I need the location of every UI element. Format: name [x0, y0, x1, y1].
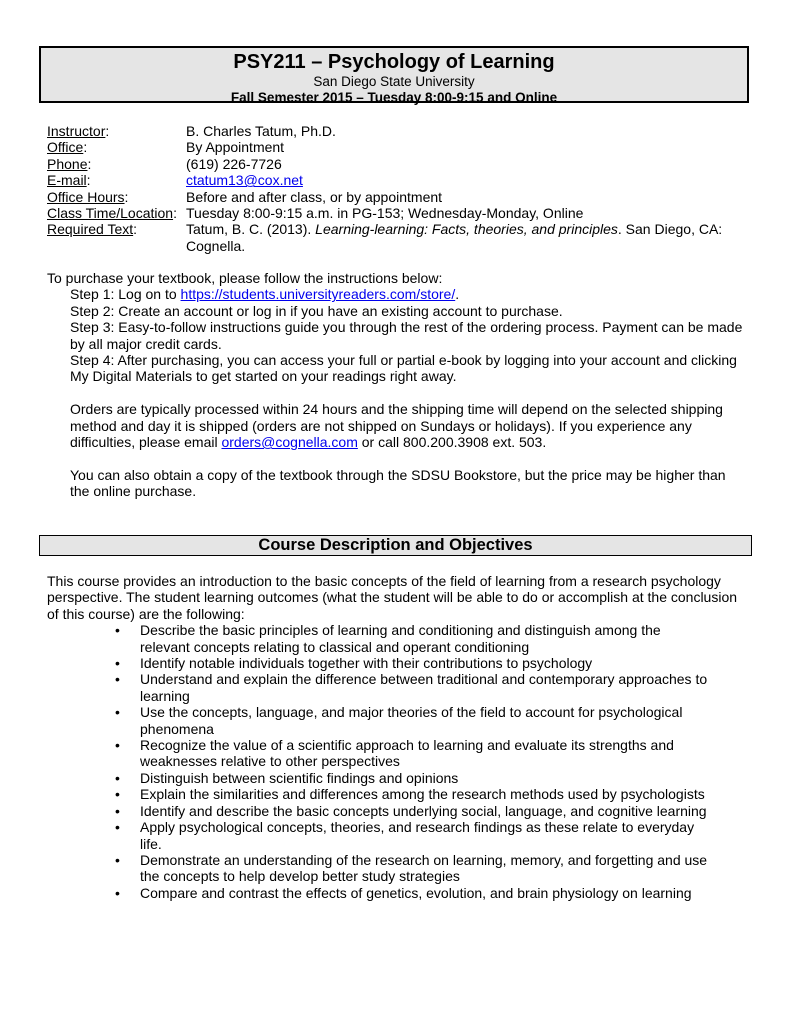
- info-row-email: E-mail: ctatum13@cox.net: [47, 172, 303, 189]
- email-label: E-mail: [47, 172, 87, 189]
- class-time-value: Tuesday 8:00-9:15 a.m. in PG-153; Wednesday-Monday, Online: [186, 205, 584, 222]
- bullet-icon: •: [115, 622, 120, 639]
- office-label: Office: [47, 139, 84, 156]
- course-header-box: [39, 46, 749, 103]
- step-1-period: .: [455, 286, 460, 303]
- university-name: San Diego State University: [313, 74, 475, 89]
- required-text-author: Tatum, B. C. (2013).: [186, 221, 316, 238]
- list-item: • Demonstrate an understanding of the research on learning, memory, and forgetting and use the concepts to help develop better study strategies: [115, 851, 708, 885]
- bullet-icon: •: [115, 769, 120, 786]
- step-3: Step 3: Easy-to-follow instructions guide you through the rest of the ordering process. Payment can be made by all major credit cards.: [70, 319, 743, 352]
- bullet-icon: •: [115, 884, 120, 901]
- store-link[interactable]: https://students.universityreaders.com/store/: [180, 286, 456, 303]
- info-row-phone: Phone: (619) 226-7726: [47, 156, 747, 172]
- instructor-label: Instructor: [47, 123, 106, 139]
- orders-email-link[interactable]: orders@cognella.com: [221, 434, 358, 451]
- bullet-icon: •: [115, 819, 120, 836]
- list-item: • Identify and describe the basic concepts underlying social, language, and cognitive learning: [115, 802, 707, 819]
- course-description: [47, 573, 747, 901]
- purchase-intro: To purchase your textbook, please follow the instructions below:: [47, 270, 443, 286]
- list-item: • Distinguish between scientific findings and opinions: [115, 769, 459, 786]
- step-4: Step 4: After purchasing, you can access your full or partial e-book by logging into your account and clicking My Digital Materials to get started on your readings right away.: [70, 352, 737, 385]
- info-row-required-text: Required Text: Tatum, B. C. (2013). Learning-learning: Facts, theories, and principles. San Diego, CA: Cognella.: [47, 221, 747, 254]
- office-hours-value: Before and after class, or by appointment: [186, 188, 443, 205]
- phone-label: Phone: [47, 155, 88, 172]
- step-1: [70, 286, 747, 302]
- purchase-steps: [47, 286, 747, 319]
- step-1-text: Step 1: Log on to: [70, 286, 181, 303]
- phone-value: (619) 226-7726: [186, 155, 282, 172]
- list-item: • Recognize the value of a scientific approach to learning and evaluate its strengths and weaknesses relative to other perspectives: [115, 737, 674, 770]
- orders-text: Orders are typically processed within 24 hours and the shipping time will depend on the selected shipping method and day it is shipped (orders are not shipped on Sundays or holidays). If you experience any difficulties, please email: [70, 401, 723, 451]
- class-time-label: Class Time/Location: [47, 205, 174, 222]
- list-item: • Describe the basic principles of learning and conditioning and distinguish among the relevant concepts relating to classical and operant conditioning: [115, 622, 661, 655]
- course-info: [47, 123, 747, 254]
- office-hours-label: Office Hours: [47, 188, 125, 205]
- email-link[interactable]: ctatum13@cox.net: [186, 172, 303, 189]
- list-item: • Identify notable individuals together with their contributions to psychology: [115, 655, 593, 672]
- required-text-value: [186, 221, 747, 254]
- info-row-instructor: Instructor: B. Charles Tatum, Ph.D.: [47, 123, 747, 139]
- course-term: Fall Semester 2015 – Tuesday 8:00-9:15 and Online: [230, 90, 558, 105]
- required-text-label: Required Text: [47, 221, 134, 238]
- instructor-value: B. Charles Tatum, Ph.D.: [186, 123, 336, 139]
- orders-paragraph: [47, 401, 747, 450]
- objectives-list: [47, 622, 747, 901]
- step-2: Step 2: Create an account or log in if you have an existing account to purchase.: [70, 302, 563, 319]
- list-item: • Use the concepts, language, and major theories of the field to account for psychological phenomena: [115, 704, 683, 737]
- info-row-office-hours: Office Hours: Before and after class, or by appointment: [47, 189, 747, 205]
- bullet-icon: •: [115, 786, 120, 803]
- bullet-icon: •: [115, 737, 120, 754]
- bullet-icon: •: [115, 802, 120, 819]
- info-row-class-time: Class Time/Location: Tuesday 8:00-9:15 a.m. in PG-153; Wednesday-Monday, Online: [47, 205, 747, 221]
- orders-phone-text: or call 800.200.3908 ext. 503.: [357, 434, 547, 451]
- bullet-icon: •: [115, 851, 120, 868]
- list-item: • Explain the similarities and differences among the research methods used by psychologists: [115, 786, 705, 803]
- bookstore-paragraph: You can also obtain a copy of the textbook through the SDSU Bookstore, but the price may be higher than the online purchase.: [70, 466, 726, 500]
- purchase-instructions: [47, 270, 747, 500]
- info-row-office: Office: By Appointment: [47, 139, 747, 155]
- section-heading: Course Description and Objectives: [39, 535, 752, 556]
- list-item: • Understand and explain the difference between traditional and contemporary approaches to learning: [115, 671, 708, 704]
- bullet-icon: •: [115, 704, 120, 721]
- course-title: PSY211 – Psychology of Learning: [233, 51, 555, 73]
- office-value: By Appointment: [186, 139, 285, 156]
- list-item: • Apply psychological concepts, theories, and research findings as these relate to everyday life.: [115, 819, 695, 852]
- required-text-title: Learning-learning: Facts, theories, and principles: [315, 221, 618, 238]
- description-intro: This course provides an introduction to the basic concepts of the field of learning from a research psychology perspective. The student learning outcomes (what the student will be able to do or accomplish at the conclusion of this course) are the following:: [47, 573, 738, 622]
- list-item: • Compare and contrast the effects of genetics, evolution, and brain physiology on learning: [115, 884, 692, 901]
- required-text-publisher: . San Diego, CA: Cognella.: [186, 221, 723, 254]
- bullet-icon: •: [115, 671, 120, 688]
- bullet-icon: •: [115, 655, 120, 672]
